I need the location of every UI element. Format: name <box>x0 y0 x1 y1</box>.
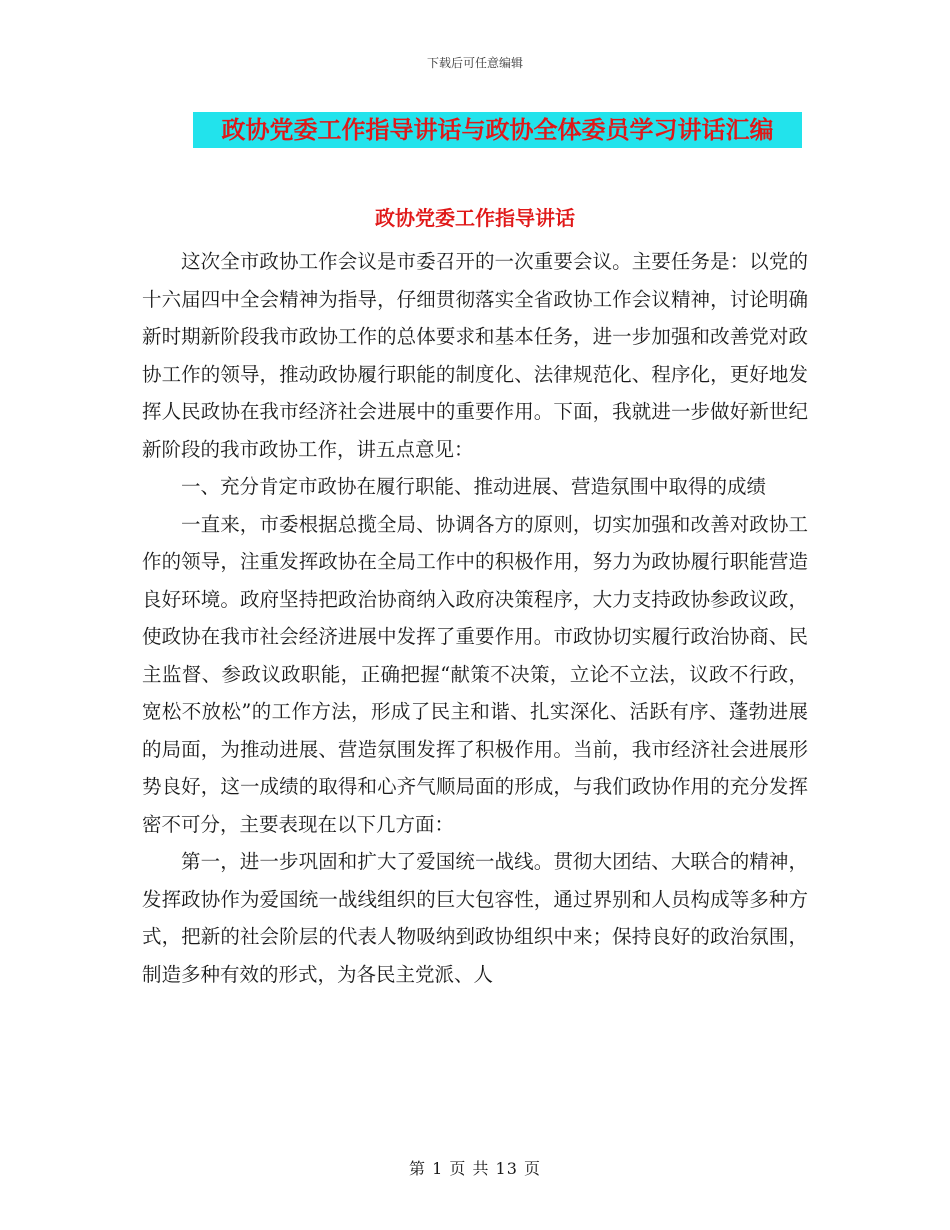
paragraph: 这次全市政协工作会议是市委召开的一次重要会议。主要任务是：以党的十六届四中全会精神为指导，仔细贯彻落实全省政协工作会议精神，讨论明确新时期新阶段我市政协工作的总体要求和基本任务，进一步加强和改善党对政协工作的领导，推动政协履行职能的制度化、法律规范化、程序化，更好地发挥人民政协在我市经济社会进展中的重要作用。下面，我就进一步做好新世纪新阶段的我市政协工作，讲五点意见： <box>142 250 808 461</box>
paragraph: 一直来，市委根据总揽全局、协调各方的原则，切实加强和改善对政协工作的领导，注重发挥政协在全局工作中的积极作用，努力为政协履行职能营造良好环境。政府坚持把政治协商纳入政府决策程序，大力支持政协参政议政，使政协在我市社会经济进展中发挥了重要作用。市政协切实履行政治协商、民主监督、参政议政职能，正确把握“献策不决策，立论不立法，议政不行政，宽松不放松”的工作方法，形成了民主和谐、扎实深化、活跃有序、蓬勃进展的局面，为推动进展、营造氛围发挥了积极作用。当前，我市经济社会进展形势良好，这一成绩的取得和心齐气顺局面的形成，与我们政协作用的充分发挥密不可分，主要表现在以下几方面： <box>142 512 808 836</box>
section-title: 政协党委工作指导讲话 <box>375 206 575 230</box>
paragraph: 一、充分肯定市政协在履行职能、推动进展、营造氛围中取得的成绩 <box>181 475 767 498</box>
page-header-note: 下载后可任意编辑 <box>426 56 523 70</box>
page-number-footer: 第 1 页 共 13 页 <box>409 1159 541 1178</box>
document-body <box>142 243 808 993</box>
paragraph: 第一，进一步巩固和扩大了爱国统一战线。贯彻大团结、大联合的精神，发挥政协作为爱国统一战线组织的巨大包容性，通过界别和人员构成等多种方式，把新的社会阶层的代表人物吸纳到政协组织中来；保持良好的政治氛围，制造多种有效的形式，为各民主党派、人 <box>142 850 808 986</box>
document-title: 政协党委工作指导讲话与政协全体委员学习讲话汇编 <box>193 112 802 148</box>
